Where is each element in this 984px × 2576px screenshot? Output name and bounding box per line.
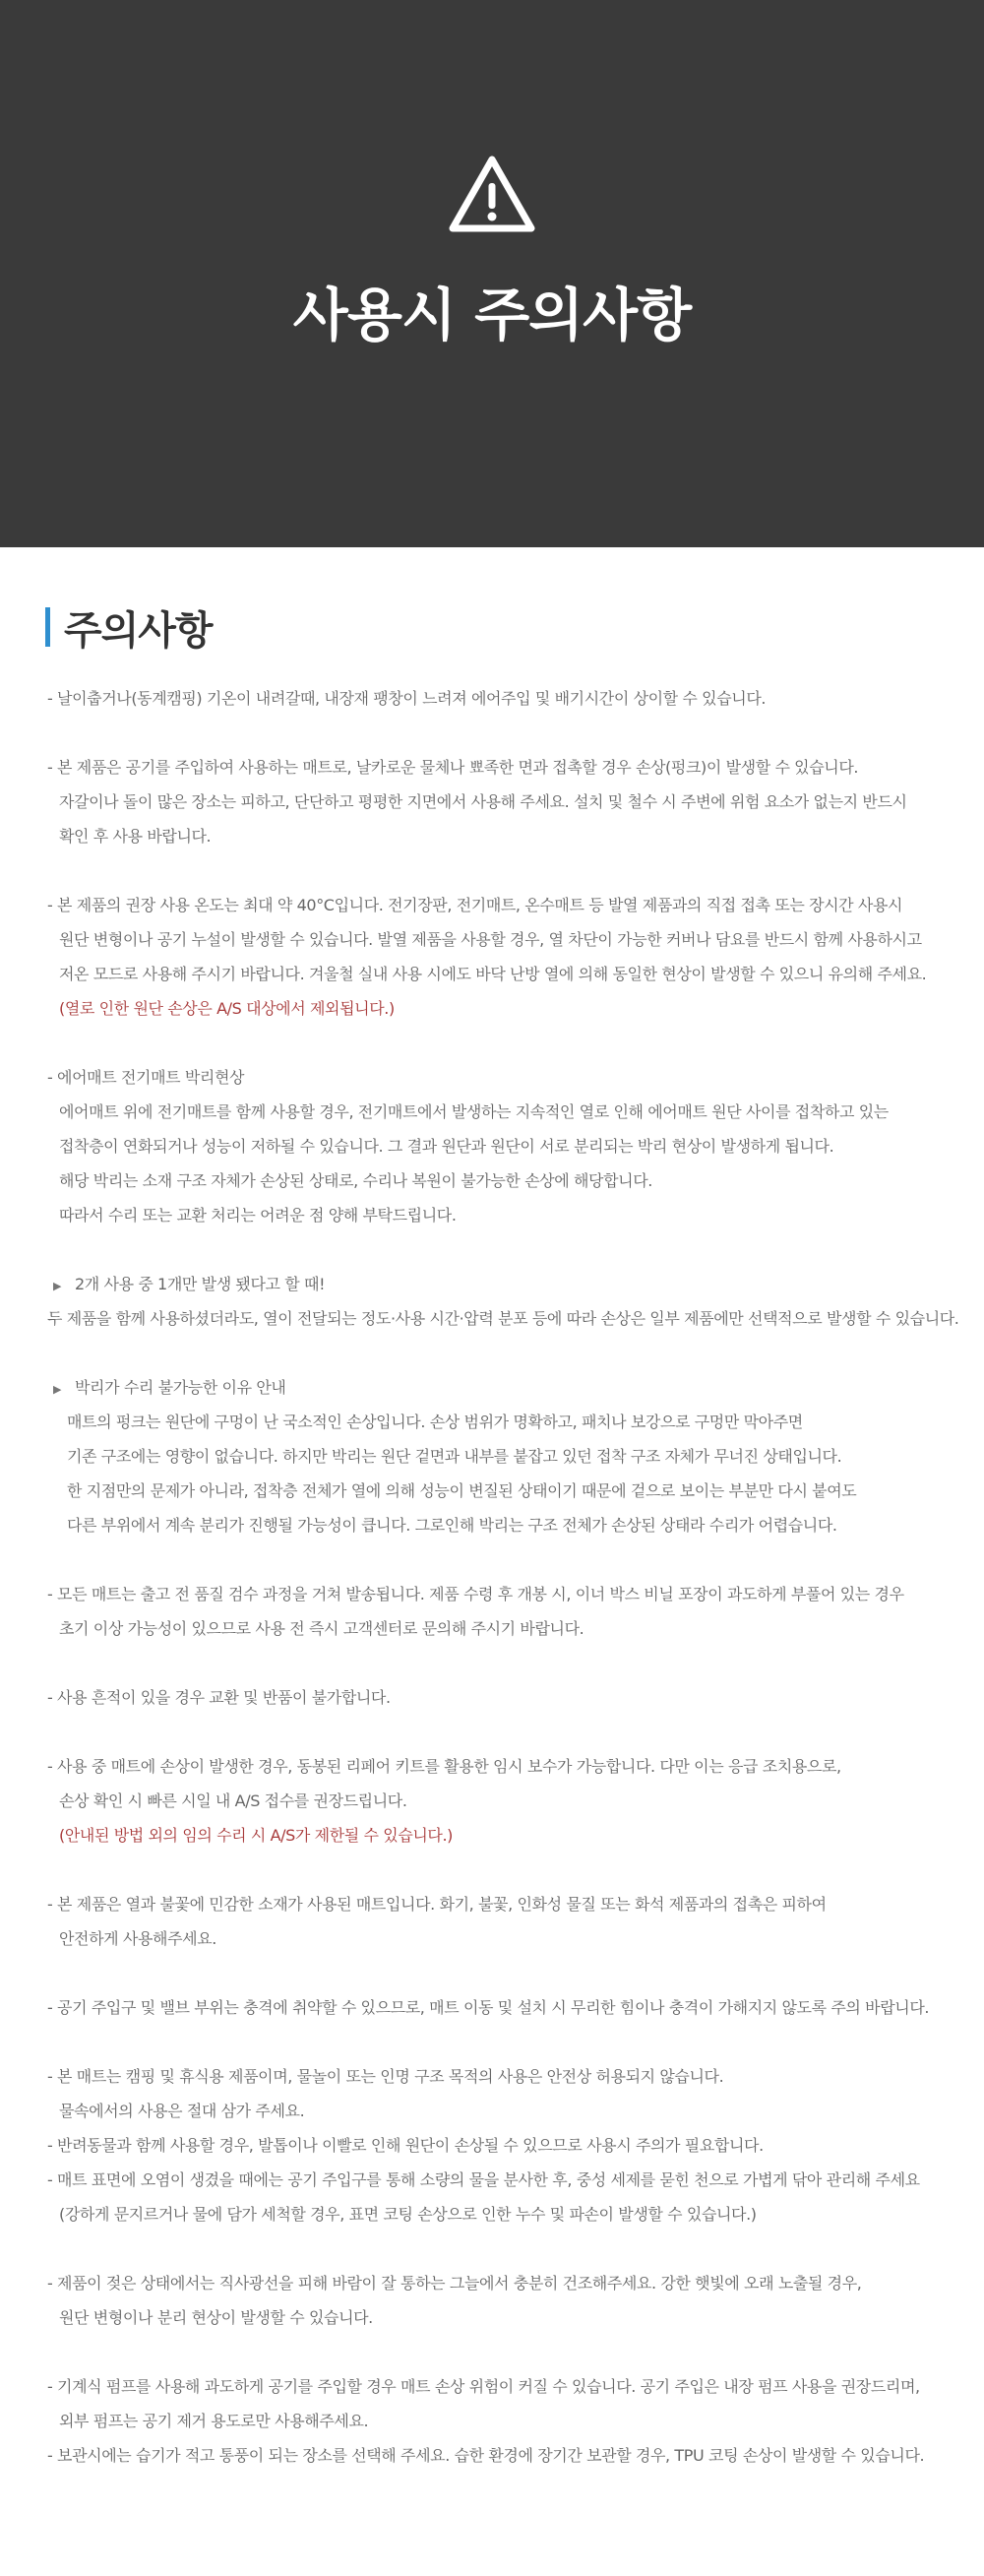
note-line: 확인 후 사용 바랍니다. [59, 827, 212, 846]
note-line: 물속에서의 사용은 절대 삼가 주세요. [59, 2102, 305, 2120]
note-line: - 본 매트는 캠핑 및 휴식용 제품이며, 물놀이 또는 인명 구조 목적의 사용은 안전상 허용되지 않습니다. [47, 2067, 724, 2086]
note-line: - 기계식 펌프를 사용해 과도하게 공기를 주입할 경우 매트 손상 위험이 커질 수 있습니다. 공기 주입은 내장 펌프 사용을 권장드리며, [47, 2377, 920, 2396]
note-line: 기존 구조에는 영향이 없습니다. 하지만 박리는 원단 겉면과 내부를 붙잡고 있던 접착 구조 자체가 무너진 상태입니다. [67, 1447, 842, 1466]
note-line: - 매트 표면에 오염이 생겼을 때에는 공기 주입구를 통해 소량의 물을 분사한 후, 중성 세제를 묻힌 천으로 가볍게 닦아 관리해 주세요 [47, 2170, 920, 2189]
section-heading [45, 604, 213, 654]
note-line: - 제품이 젖은 상태에서는 직사광선을 피해 바람이 잘 통하는 그늘에서 충분히 건조해주세요. 강한 햇빛에 오래 노출될 경우, [47, 2274, 862, 2293]
note-line: - 사용 중 매트에 손상이 발생한 경우, 동봉된 리페어 키트를 활용한 임시 보수가 가능합니다. 다만 이는 응급 조치용으로, [47, 1757, 841, 1776]
note-line: - 본 제품은 열과 불꽃에 민감한 소재가 사용된 매트입니다. 화기, 불꽃, 인화성 물질 또는 화석 제품과의 접촉은 피하여 [47, 1895, 827, 1914]
notice-list [47, 681, 962, 2473]
note-line: (강하게 문지르거나 물에 담가 세척할 경우, 표면 코팅 손상으로 인한 누수 및 파손이 발생할 수 있습니다.) [59, 2205, 757, 2224]
note-line: - 본 제품의 권장 사용 온도는 최대 약 40°C입니다. 전기장판, 전기매트, 온수매트 등 발열 제품과의 직접 접촉 또는 장시간 사용시 [47, 896, 903, 914]
note-line: 원단 변형이나 공기 누설이 발생할 수 있습니다. 발열 제품을 사용할 경우, 열 차단이 가능한 커버나 담요를 반드시 함께 사용하시고 [59, 930, 922, 949]
note-line: - 날이춥거나(동계캠핑) 기온이 내려갈때, 내장재 팽창이 느려져 에어주입 및 배기시간이 상이할 수 있습니다. [47, 689, 767, 708]
note-line: 자갈이나 돌이 많은 장소는 피하고, 단단하고 평평한 지면에서 사용해 주세요. 설치 및 철수 시 주변에 위험 요소가 없는지 반드시 [59, 792, 907, 811]
hero-banner [0, 0, 984, 547]
note-line: 두 제품을 함께 사용하셨더라도, 열이 전달되는 정도·사용 시간·압력 분포 등에 따라 손상은 일부 제품에만 선택적으로 발생할 수 있습니다. [47, 1309, 959, 1328]
note-line: 안전하게 사용해주세요. [59, 1929, 216, 1948]
note-warning-text: (열로 인한 원단 손상은 A/S 대상에서 제외됩니다.) [59, 999, 395, 1018]
note-line: 에어매트 위에 전기매트를 함께 사용할 경우, 전기매트에서 발생하는 지속적인 열로 인해 에어매트 원단 사이를 접착하고 있는 [59, 1102, 889, 1121]
note-line: - 반려동물과 함께 사용할 경우, 발톱이나 이빨로 인해 원단이 손상될 수 있으므로 사용시 주의가 필요합니다. [47, 2136, 764, 2155]
page-title: 사용시 주의사항 [292, 282, 692, 348]
note-line: - 사용 흔적이 있을 경우 교환 및 반품이 불가합니다. [47, 1688, 391, 1707]
note-line: 접착층이 연화되거나 성능이 저하될 수 있습니다. 그 결과 원단과 원단이 서로 분리되는 박리 현상이 발생하게 됩니다. [59, 1137, 834, 1156]
triangle-bullet-icon: ▶ [53, 1280, 62, 1292]
note-subheading: ▶ 2개 사용 중 1개만 발생 됐다고 할 때! [47, 1267, 962, 1301]
note-line: - 공기 주입구 및 밸브 부위는 충격에 취약할 수 있으므로, 매트 이동 및 설치 시 무리한 힘이나 충격이 가해지지 않도록 주의 바랍니다. [47, 1998, 930, 2017]
note-line: 한 지점만의 문제가 아니라, 접착층 전체가 열에 의해 성능이 변질된 상태이기 때문에 겉으로 보이는 부분만 다시 붙여도 [67, 1481, 857, 1500]
note-line: - 본 제품은 공기를 주입하여 사용하는 매트로, 날카로운 물체나 뾰족한 면과 접촉할 경우 손상(펑크)이 발생할 수 있습니다. [47, 758, 859, 777]
note-line: 따라서 수리 또는 교환 처리는 어려운 점 양해 부탁드립니다. [59, 1206, 457, 1225]
note-line: 손상 확인 시 빠른 시일 내 A/S 접수를 권장드립니다. [59, 1791, 407, 1810]
note-line: 해당 박리는 소재 구조 자체가 손상된 상태로, 수리나 복원이 불가능한 손상에 해당합니다. [59, 1171, 652, 1190]
heading-accent-bar [45, 607, 50, 647]
note-line: - 모든 매트는 출고 전 품질 검수 과정을 거쳐 발송됩니다. 제품 수령 후 개봉 시, 이너 박스 비닐 포장이 과도하게 부풀어 있는 경우 [47, 1585, 904, 1603]
triangle-bullet-icon: ▶ [53, 1383, 62, 1396]
note-line: - 보관시에는 습기가 적고 통풍이 되는 장소를 선택해 주세요. 습한 환경에 장기간 보관할 경우, TPU 코팅 손상이 발생할 수 있습니다. [47, 2446, 925, 2465]
section-title: 주의사항 [64, 607, 213, 654]
note-line: 외부 펌프는 공기 제거 용도로만 사용해주세요. [59, 2412, 369, 2430]
note-line: - 에어매트 전기매트 박리현상 [47, 1068, 245, 1087]
note-line: 저온 모드로 사용해 주시기 바랍니다. 겨울철 실내 사용 시에도 바닥 난방 열에 의해 동일한 현상이 발생할 수 있으니 유의해 주세요. [59, 965, 927, 983]
note-line: 원단 변형이나 분리 현상이 발생할 수 있습니다. [59, 2308, 373, 2327]
note-line: 매트의 펑크는 원단에 구멍이 난 국소적인 손상입니다. 손상 범위가 명확하고, 패치나 보강으로 구멍만 막아주면 [67, 1413, 803, 1431]
warning-triangle-icon [447, 154, 537, 234]
note-line: 다른 부위에서 계속 분리가 진행될 가능성이 큽니다. 그로인해 박리는 구조 전체가 손상된 상태라 수리가 어렵습니다. [67, 1516, 837, 1535]
note-line: 초기 이상 가능성이 있으므로 사용 전 즉시 고객센터로 문의해 주시기 바랍니다. [59, 1619, 584, 1638]
note-warning-text: (안내된 방법 외의 임의 수리 시 A/S가 제한될 수 있습니다.) [59, 1826, 454, 1845]
note-subheading: ▶ 박리가 수리 불가능한 이유 안내 [47, 1370, 962, 1405]
